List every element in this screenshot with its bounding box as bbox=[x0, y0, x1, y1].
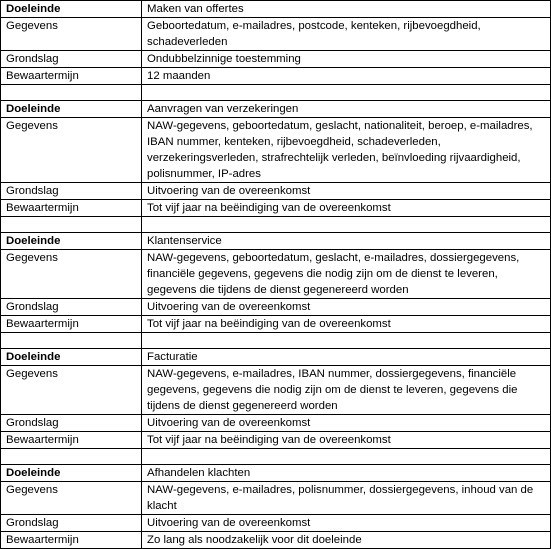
basis-label: Grondslag bbox=[1, 51, 142, 68]
purpose-value: Afhandelen klachten bbox=[142, 465, 551, 482]
basis-value: Uitvoering van de overeenkomst bbox=[142, 183, 551, 200]
retention-value: 12 maanden bbox=[142, 68, 551, 85]
spacer-row bbox=[1, 217, 551, 233]
basis-label: Grondslag bbox=[1, 299, 142, 316]
purpose-label: Doeleinde bbox=[1, 101, 142, 118]
section-data-row bbox=[1, 250, 551, 299]
section-data-row bbox=[1, 18, 551, 51]
basis-value: Uitvoering van de overeenkomst bbox=[142, 299, 551, 316]
section-data-row bbox=[1, 118, 551, 183]
purpose-value: Klantenservice bbox=[142, 233, 551, 250]
spacer-cell bbox=[1, 449, 142, 465]
purpose-value: Maken van offertes bbox=[142, 1, 551, 18]
basis-value: Ondubbelzinnige toestemming bbox=[142, 51, 551, 68]
data-value: NAW-gegevens, e-mailadres, IBAN nummer, dossiergegevens, financiële gegevens, gegevens die nodig zijn om de dienst te leveren, gegevens die tijdens de dienst gegenereerd worden bbox=[142, 366, 551, 415]
section-basis-row bbox=[1, 415, 551, 432]
section-retention-row bbox=[1, 200, 551, 217]
section-retention-row bbox=[1, 532, 551, 549]
purpose-label: Doeleinde bbox=[1, 465, 142, 482]
retention-label: Bewaartermijn bbox=[1, 68, 142, 85]
section-retention-row bbox=[1, 432, 551, 449]
spacer-cell bbox=[1, 217, 142, 233]
spacer-row bbox=[1, 449, 551, 465]
basis-label: Grondslag bbox=[1, 183, 142, 200]
privacy-table-body bbox=[1, 1, 551, 549]
basis-value: Uitvoering van de overeenkomst bbox=[142, 515, 551, 532]
retention-label: Bewaartermijn bbox=[1, 532, 142, 549]
retention-value: Tot vijf jaar na beëindiging van de overeenkomst bbox=[142, 432, 551, 449]
retention-label: Bewaartermijn bbox=[1, 316, 142, 333]
spacer-cell bbox=[1, 333, 142, 349]
section-retention-row bbox=[1, 316, 551, 333]
basis-label: Grondslag bbox=[1, 415, 142, 432]
data-value: NAW-gegevens, geboortedatum, geslacht, nationaliteit, beroep, e-mailadres, IBAN nummer, kenteken, rijbevoegdheid, schadeverleden, verzekeringsverleden, strafrechtelijk verleden, beïnvloeding rijvaardigheid, polisnummer, IP-adres bbox=[142, 118, 551, 183]
retention-label: Bewaartermijn bbox=[1, 200, 142, 217]
spacer-cell bbox=[142, 333, 551, 349]
data-label: Gegevens bbox=[1, 366, 142, 415]
section-retention-row bbox=[1, 68, 551, 85]
data-label: Gegevens bbox=[1, 118, 142, 183]
section-data-row bbox=[1, 366, 551, 415]
data-label: Gegevens bbox=[1, 18, 142, 51]
retention-value: Tot vijf jaar na beëindiging van de overeenkomst bbox=[142, 200, 551, 217]
purpose-label: Doeleinde bbox=[1, 349, 142, 366]
section-basis-row bbox=[1, 299, 551, 316]
section-purpose-row bbox=[1, 465, 551, 482]
basis-value: Uitvoering van de overeenkomst bbox=[142, 415, 551, 432]
spacer-row bbox=[1, 85, 551, 101]
section-purpose-row bbox=[1, 349, 551, 366]
basis-label: Grondslag bbox=[1, 515, 142, 532]
purpose-value: Facturatie bbox=[142, 349, 551, 366]
spacer-row bbox=[1, 333, 551, 349]
section-basis-row bbox=[1, 51, 551, 68]
purpose-value: Aanvragen van verzekeringen bbox=[142, 101, 551, 118]
spacer-cell bbox=[142, 85, 551, 101]
retention-value: Zo lang als noodzakelijk voor dit doeleinde bbox=[142, 532, 551, 549]
data-value: NAW-gegevens, e-mailadres, polisnummer, dossiergegevens, inhoud van de klacht bbox=[142, 482, 551, 515]
section-data-row bbox=[1, 482, 551, 515]
spacer-cell bbox=[142, 449, 551, 465]
purpose-label: Doeleinde bbox=[1, 233, 142, 250]
section-purpose-row bbox=[1, 233, 551, 250]
retention-label: Bewaartermijn bbox=[1, 432, 142, 449]
section-purpose-row bbox=[1, 1, 551, 18]
retention-value: Tot vijf jaar na beëindiging van de overeenkomst bbox=[142, 316, 551, 333]
purpose-label: Doeleinde bbox=[1, 1, 142, 18]
data-label: Gegevens bbox=[1, 250, 142, 299]
section-basis-row bbox=[1, 515, 551, 532]
section-basis-row bbox=[1, 183, 551, 200]
spacer-cell bbox=[142, 217, 551, 233]
section-purpose-row bbox=[1, 101, 551, 118]
spacer-cell bbox=[1, 85, 142, 101]
data-value: Geboortedatum, e-mailadres, postcode, kenteken, rijbevoegdheid, schadeverleden bbox=[142, 18, 551, 51]
data-label: Gegevens bbox=[1, 482, 142, 515]
data-value: NAW-gegevens, geboortedatum, geslacht, e-mailadres, dossiergegevens, financiële gegevens, gegevens die nodig zijn om de dienst te leveren, gegevens die tijdens de dienst gegenereerd worden bbox=[142, 250, 551, 299]
